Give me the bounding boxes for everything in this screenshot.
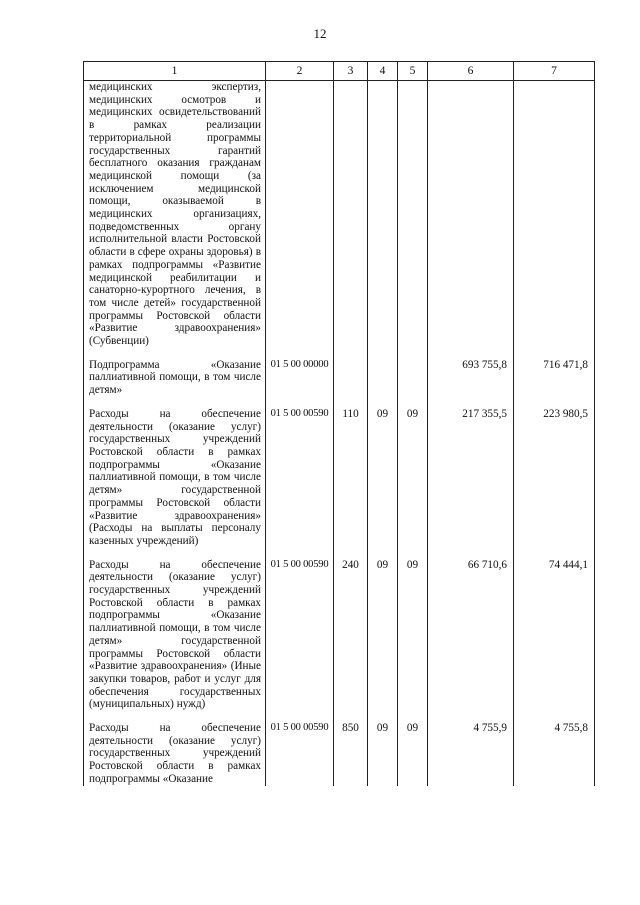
- row-csr: 01 5 00 00590: [266, 722, 334, 786]
- row-name: Подпрограмма «Оказание паллиативной помощи, в том числе детям»: [84, 359, 266, 397]
- page-number: 12: [313, 26, 327, 41]
- row-name: Расходы на обеспечение деятельности (оказание услуг) государственных учреждений Ростовской области в рамках подпрограммы «Оказание: [84, 722, 266, 786]
- row-amount-2: [514, 81, 595, 348]
- row-pr: [398, 81, 428, 348]
- row-name: Расходы на обеспечение деятельности (оказание услуг) государственных учреждений Ростовской области в рамках подпрограммы «Оказание паллиативной помощи, в том числе детям» государственной программы Ростовской области «Развитие здравоохранения» (Расходы на выплаты персоналу казенных учреждений): [84, 408, 266, 548]
- row-vr: [334, 359, 368, 397]
- row-spacer: [84, 397, 595, 408]
- table-row: [84, 359, 595, 397]
- column-header: 1: [84, 62, 266, 81]
- row-amount-2: 74 444,1: [514, 559, 595, 711]
- column-header: 4: [368, 62, 398, 81]
- budget-table: [83, 61, 595, 786]
- row-rz: [368, 81, 398, 348]
- row-rz: [368, 359, 398, 397]
- row-amount-2: 223 980,5: [514, 408, 595, 548]
- row-vr: 110: [334, 408, 368, 548]
- column-header: 3: [334, 62, 368, 81]
- row-name: Расходы на обеспечение деятельности (оказание услуг) государственных учреждений Ростовской области в рамках подпрограммы «Оказание паллиативной помощи, в том числе детям» государственной программы Ростовской области «Развитие здравоохранения» (Иные закупки товаров, работ и услуг для обеспечения государственных (муниципальных) нужд): [84, 559, 266, 711]
- row-spacer: [84, 548, 595, 559]
- row-csr: [266, 81, 334, 348]
- row-amount-1: 693 755,8: [428, 359, 514, 397]
- row-amount-1: 66 710,6: [428, 559, 514, 711]
- row-spacer: [84, 348, 595, 359]
- row-pr: 09: [398, 408, 428, 548]
- row-rz: 09: [368, 722, 398, 786]
- row-amount-2: 4 755,8: [514, 722, 595, 786]
- table-row: [84, 408, 595, 548]
- row-amount-2: 716 471,8: [514, 359, 595, 397]
- row-rz: 09: [368, 408, 398, 548]
- column-header: 2: [266, 62, 334, 81]
- table-header-row: [84, 62, 595, 81]
- row-spacer: [84, 711, 595, 722]
- row-vr: [334, 81, 368, 348]
- row-amount-1: 217 355,5: [428, 408, 514, 548]
- row-pr: [398, 359, 428, 397]
- column-header: 6: [428, 62, 514, 81]
- table-row: [84, 559, 595, 711]
- row-amount-1: 4 755,9: [428, 722, 514, 786]
- column-header: 7: [514, 62, 595, 81]
- row-csr: 01 5 00 00590: [266, 559, 334, 711]
- column-header: 5: [398, 62, 428, 81]
- row-vr: 240: [334, 559, 368, 711]
- table-row: [84, 722, 595, 786]
- row-name: медицинских экспертиз, медицинских осмотров и медицинских освидетельствований в рамках реализации территориальной программы государственных гарантий бесплатного оказания гражданам медицинской помощи (за исключением медицинской помощи, оказываемой в медицинских организациях, подведомственных органу исполнительной власти Ростовской области в сфере охраны здоровья) в рамках подпрограммы «Развитие медицинской реабилитации и санаторно-курортного лечения, в том числе детей» государственной программы Ростовской области «Развитие здравоохранения» (Субвенции): [84, 81, 266, 348]
- row-vr: 850: [334, 722, 368, 786]
- row-csr: 01 5 00 00590: [266, 408, 334, 548]
- row-pr: 09: [398, 722, 428, 786]
- row-rz: 09: [368, 559, 398, 711]
- row-pr: 09: [398, 559, 428, 711]
- row-amount-1: [428, 81, 514, 348]
- table-row: [84, 81, 595, 348]
- row-csr: 01 5 00 00000: [266, 359, 334, 397]
